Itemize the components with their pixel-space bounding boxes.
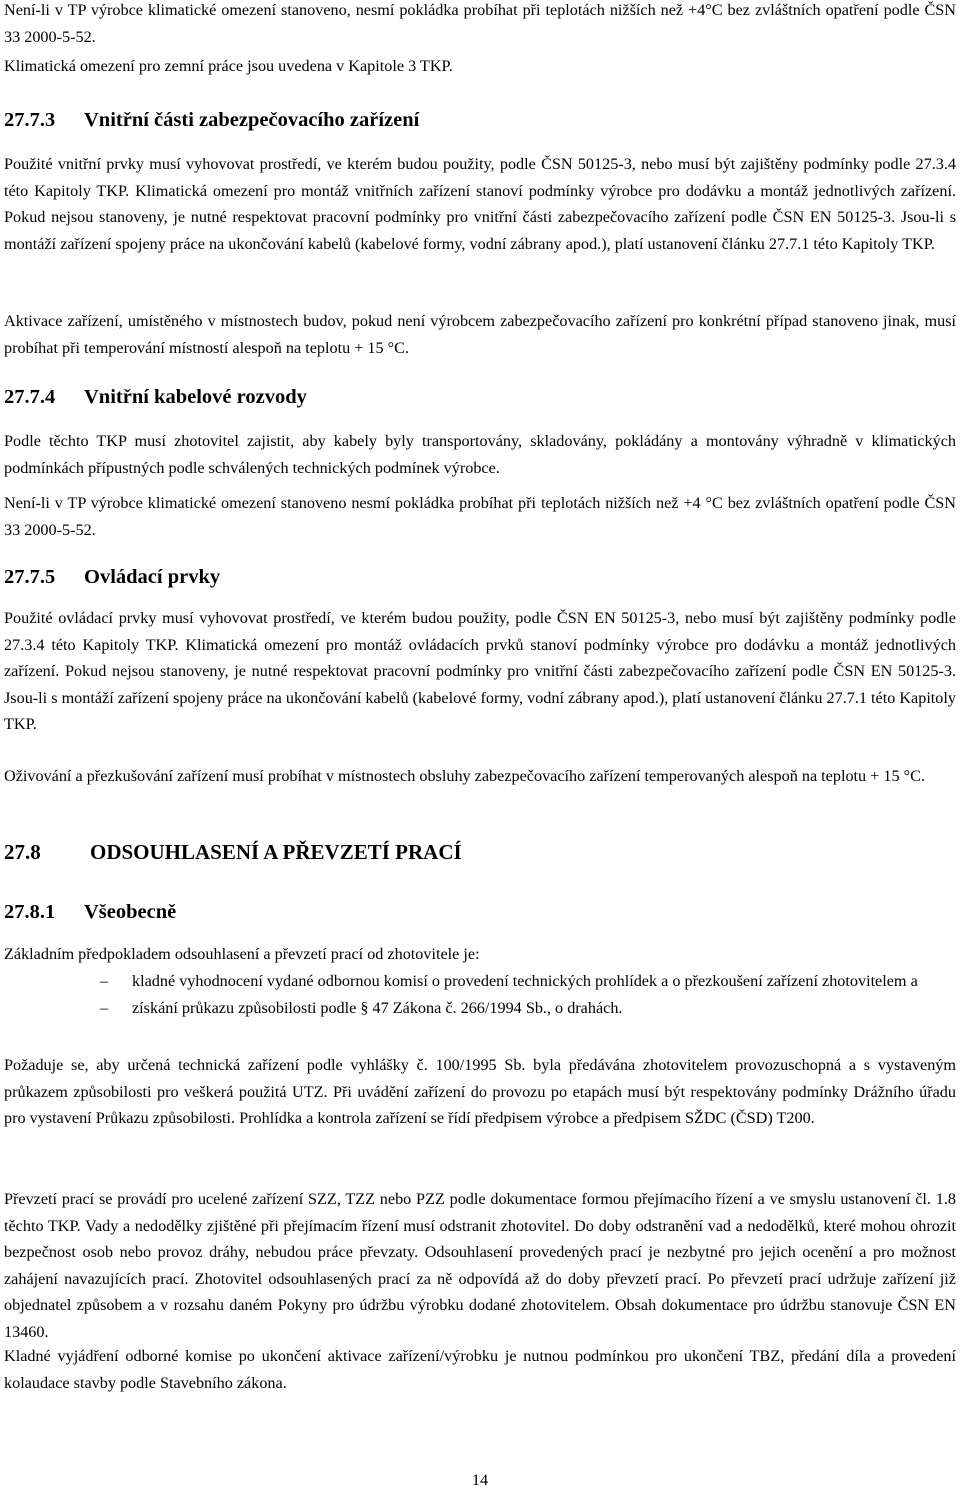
list-item-text: získání průkazu způsobilosti podle § 47 Zákona č. 266/1994 Sb., o drahách.	[132, 998, 623, 1017]
dash-bullet-icon: –	[100, 998, 109, 1017]
paragraph-cold-laying-intro: Není-li v TP výrobce klimatické omezení stanoveno, nesmí pokládka probíhat při teplotách nižších než +4°C bez zvláštních opatření podle ČSN 33 2000-5-52.	[4, 1, 956, 46]
heading-number: 27.8	[4, 840, 41, 864]
heading-27-8	[4, 839, 462, 865]
heading-number: 27.7.4	[4, 386, 56, 408]
paragraph-27-7-5-testing: Oživování a přezkušování zařízení musí probíhat v místnostech obsluhy zabezpečovacího zařízení temperovaných alespoň na teplotu + 15 °C.	[4, 767, 925, 785]
heading-number: 27.7.5	[4, 566, 56, 588]
heading-title: Všeobecně	[84, 901, 177, 923]
paragraph-27-8-1-handover: Převzetí prací se provádí pro ucelené zařízení SZZ, TZZ nebo PZZ podle dokumentace formou přejímacího řízení a ve smyslu ustanovení čl. 1.8 těchto TKP. Vady a nedodělky zjištěné při přejímacím řízení musí odstranit zhotovitel. Do doby odstranění vad a nedodělků, které mohou ohrozit bezpečnost osob nebo provoz dráhy, nebudou práce převzaty. Odsouhlasení provedených prací je nezbytné pro jejich ocenění a pro možnost zahájení navazujících prací. Zhotovitel odsouhlasených prací za ně odpovídá až do doby převzetí prací. Po převzetí prací udržuje zařízení již objednatel způsobem a v rozsahu daném Pokyny pro údržbu výrobku dodané zhotovitelem. Obsah dokumentace pro údržbu stanovuje ČSN EN 13460.	[4, 1190, 956, 1341]
dash-bullet-icon: –	[100, 972, 109, 990]
heading-title: Ovládací prvky	[84, 566, 221, 588]
heading-title: Vnitřní části zabezpečovacího zařízení	[84, 109, 420, 131]
heading-number: 27.7.3	[4, 109, 56, 131]
paragraph-earthworks-reference: Klimatická omezení pro zemní práce jsou uvedena v Kapitole 3 TKP.	[4, 57, 453, 75]
heading-title: ODSOUHLASENÍ A PŘEVZETÍ PRACÍ	[90, 840, 462, 864]
heading-number: 27.8.1	[4, 901, 56, 923]
paragraph-27-8-1-intro: Základním předpokladem odsouhlasení a převzetí prací od zhotovitele je:	[4, 945, 480, 963]
heading-27-7-3	[4, 107, 419, 133]
heading-27-8-1	[4, 899, 176, 925]
paragraph-27-7-5-conditions: Použité ovládací prvky musí vyhovovat prostředí, ve kterém budou použity, podle ČSN EN 50125-3, nebo musí být zajištěny podmínky podle 27.3.4 této Kapitoly TKP. Klimatická omezení pro montáž ovládacích prvků stanoví podmínky výrobce pro dodávku a montáž jednotlivých zařízení. Pokud nejsou stanoveny, je nutné respektovat pracovní podmínky pro vnitřní části zabezpečovacího zařízení podle ČSN EN 50125-3. Jsou-li s montáží zařízení spojeny práce na ukončování kabelů (kabelové formy, vodní zábrany apod.), platí ustanovení článku 27.7.1 této Kapitoly TKP.	[4, 609, 956, 734]
heading-27-7-4	[4, 384, 307, 410]
paragraph-27-7-3-conditions: Použité vnitřní prvky musí vyhovovat prostředí, ve kterém budou použity, podle ČSN 50125-3, nebo musí být zajištěny podmínky podle 27.3.4 této Kapitoly TKP. Klimatická omezení pro montáž vnitřních zařízení stanoví podmínky výrobce pro dodávku a montáž jednotlivých zařízení. Pokud nejsou stanoveny, je nutné respektovat pracovní podmínky pro vnitřní části zabezpečovacího zařízení podle ČSN EN 50125-3. Jsou-li s montáží zařízení spojeny práce na ukončování kabelů (kabelové formy, vodní zábrany apod.), platí ustanovení článku 27.7.1 této Kapitoly TKP.	[4, 155, 956, 253]
page-number: 14	[471, 1471, 489, 1489]
list-item	[100, 968, 956, 995]
heading-27-7-5	[4, 564, 220, 590]
paragraph-27-8-1-approval: Kladné vyjádření odborné komise po ukončení aktivace zařízení/výrobku je nutnou podmínkou pro ukončení TBZ, předání díla a provedení kolaudace stavby podle Stavebního zákona.	[4, 1347, 956, 1392]
paragraph-27-8-1-requirements: Požaduje se, aby určená technická zařízení podle vyhlášky č. 100/1995 Sb. byla předávána zhotovitelem provozuschopná a s vystaveným průkazem způsobilosti pro veškerá použitá UTZ. Při uvádění zařízení do provozu po etapách musí být respektovány podmínky Drážního úřadu pro vystavení Průkazu způsobilosti. Prohlídka a kontrola zařízení se řídí předpisem výrobce a předpisem SŽDC (ČSD) T200.	[4, 1056, 956, 1128]
list-item-text: kladné vyhodnocení vydané odbornou komisí o provedení technických prohlídek a o přezkoušení zařízení zhotovitelem a	[132, 972, 918, 990]
heading-title: Vnitřní kabelové rozvody	[84, 386, 307, 408]
paragraph-27-7-4-transport: Podle těchto TKP musí zhotovitel zajistit, aby kabely byly transportovány, skladovány, pokládány a montovány výhradně v klimatických podmínkách přípustných podle schválených technických podmínek výrobce.	[4, 432, 956, 477]
conditions-list	[100, 968, 956, 1021]
paragraph-27-7-4-climate: Není-li v TP výrobce klimatické omezení stanoveno nesmí pokládka probíhat při teplotách nižších než +4 °C bez zvláštních opatření podle ČSN 33 2000-5-52.	[4, 494, 956, 539]
list-item	[100, 995, 956, 1022]
paragraph-27-7-3-activation: Aktivace zařízení, umístěného v místnostech budov, pokud není výrobcem zabezpečovacího zařízení pro konkrétní případ stanoveno jinak, musí probíhat při temperování místností alespoň na teplotu + 15 °C.	[4, 312, 956, 357]
